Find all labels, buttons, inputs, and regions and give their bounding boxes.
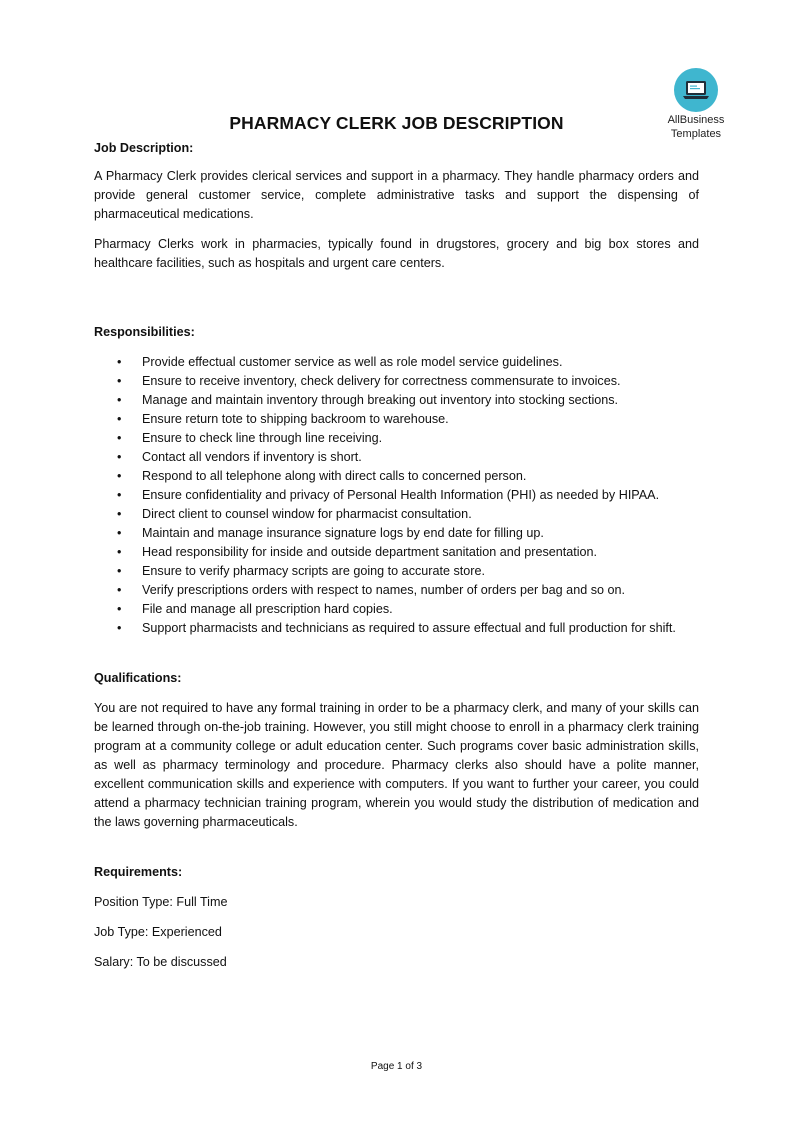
bullet-icon: • bbox=[117, 621, 122, 635]
qualifications-heading: Qualifications: bbox=[94, 671, 182, 685]
list-item-text: Ensure to verify pharmacy scripts are going to accurate store. bbox=[142, 564, 485, 578]
list-item-text: Contact all vendors if inventory is short. bbox=[142, 450, 362, 464]
job-description-paragraph-2: Pharmacy Clerks work in pharmacies, typically found in drugstores, grocery and big box stores and healthcare facilities, such as hospitals and urgent care centers. bbox=[94, 237, 699, 270]
list-item-text: Ensure to check line through line receiving. bbox=[142, 431, 383, 445]
bullet-icon: • bbox=[117, 583, 122, 597]
brand-name-line1: AllBusiness bbox=[667, 114, 725, 126]
brand-name-line2: Templates bbox=[670, 128, 722, 140]
list-item bbox=[94, 448, 699, 467]
laptop-icon bbox=[674, 68, 718, 112]
bullet-icon: • bbox=[117, 374, 122, 388]
list-item-text: Support pharmacists and technicians as required to assure effectual and full production for shift. bbox=[142, 621, 676, 635]
bullet-icon: • bbox=[117, 412, 122, 426]
requirements-heading: Requirements: bbox=[94, 865, 183, 879]
responsibilities-heading: Responsibilities: bbox=[94, 325, 195, 339]
bullet-icon: • bbox=[117, 526, 122, 540]
bullet-icon: • bbox=[117, 469, 122, 483]
list-item bbox=[94, 543, 699, 562]
list-item-text: Maintain and manage insurance signature logs by end date for filling up. bbox=[142, 526, 544, 540]
list-item-text: Head responsibility for inside and outside department sanitation and presentation. bbox=[142, 545, 598, 559]
list-item bbox=[94, 467, 699, 486]
bullet-icon: • bbox=[117, 431, 122, 445]
list-item bbox=[94, 353, 699, 372]
job-description-heading: Job Description: bbox=[94, 141, 194, 155]
list-item-text: Provide effectual customer service as well as role model service guidelines. bbox=[142, 355, 563, 369]
bullet-icon: • bbox=[117, 393, 122, 407]
list-item-text: Direct client to counsel window for pharmacist consultation. bbox=[142, 507, 472, 521]
list-item bbox=[94, 619, 699, 638]
position-type: Position Type: Full Time bbox=[94, 895, 228, 909]
list-item bbox=[94, 600, 699, 619]
list-item-text: File and manage all prescription hard copies. bbox=[142, 602, 393, 616]
bullet-icon: • bbox=[117, 450, 122, 464]
bullet-icon: • bbox=[117, 488, 122, 502]
bullet-icon: • bbox=[117, 355, 122, 369]
job-type: Job Type: Experienced bbox=[94, 925, 222, 939]
bullet-icon: • bbox=[117, 602, 122, 616]
list-item bbox=[94, 505, 699, 524]
list-item-text: Ensure to receive inventory, check delivery for correctness commensurate to invoices. bbox=[142, 374, 621, 388]
qualifications-paragraph: You are not required to have any formal training in order to be a pharmacy clerk, and many of your skills can be learned through on-the-job training. However, you still might choose to enroll in a pharmacy clerk training program at a community college or adult education center. Such programs cover basic administration skills, as well as pharmacy terminology and procedure. Pharmacy clerks also should have a polite manner, excellent communication skills and experience with computers. If you want to further your career, you could attend a pharmacy technician training program, wherein you would study the distribution of medication and the laws governing pharmaceuticals. bbox=[94, 701, 699, 829]
list-item bbox=[94, 581, 699, 600]
list-item bbox=[94, 391, 699, 410]
list-item-text: Ensure confidentiality and privacy of Personal Health Information (PHI) as needed by HIPAA. bbox=[142, 488, 660, 502]
document-title: PHARMACY CLERK JOB DESCRIPTION bbox=[229, 113, 564, 133]
list-item bbox=[94, 410, 699, 429]
bullet-icon: • bbox=[117, 545, 122, 559]
list-item bbox=[94, 372, 699, 391]
bullet-icon: • bbox=[117, 564, 122, 578]
list-item bbox=[94, 486, 699, 505]
page-number: Page 1 of 3 bbox=[370, 1061, 423, 1072]
list-item bbox=[94, 524, 699, 543]
job-description-paragraph-1: A Pharmacy Clerk provides clerical services and support in a pharmacy. They handle pharmacy orders and provide general customer service, complete administrative tasks and support the dispensing of pharmaceutical medications. bbox=[94, 169, 699, 221]
list-item bbox=[94, 429, 699, 448]
document-body bbox=[94, 139, 699, 972]
list-item bbox=[94, 562, 699, 581]
list-item-text: Ensure return tote to shipping backroom to warehouse. bbox=[142, 412, 449, 426]
salary: Salary: To be discussed bbox=[94, 955, 227, 969]
responsibilities-list bbox=[94, 353, 699, 638]
list-item-text: Respond to all telephone along with direct calls to concerned person. bbox=[142, 469, 527, 483]
list-item-text: Verify prescriptions orders with respect to names, number of orders per bag and so on. bbox=[142, 583, 626, 597]
bullet-icon: • bbox=[117, 507, 122, 521]
list-item-text: Manage and maintain inventory through breaking out inventory into stocking sections. bbox=[142, 393, 619, 407]
